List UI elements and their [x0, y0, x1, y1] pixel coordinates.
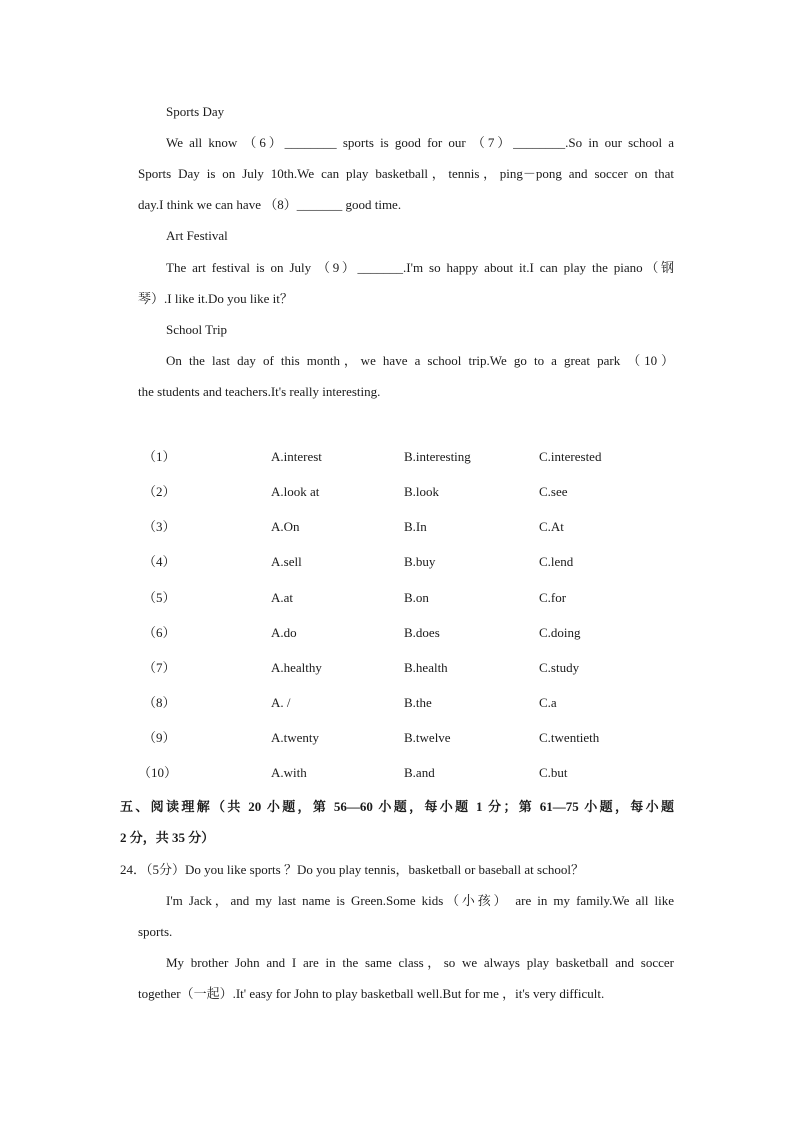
school-trip-title: School Trip [166, 322, 228, 337]
option-number: （8） [143, 695, 176, 710]
option-number: （10） [138, 765, 178, 780]
option-number: （3） [143, 519, 176, 534]
option-b: B.and [404, 765, 435, 780]
option-a: A.at [271, 590, 294, 605]
sports-day-title: Sports Day [166, 104, 225, 119]
option-b: B.In [404, 519, 427, 534]
art-festival-line-1: The art festival is on July （9）_______.I'm so happy about it.I can play the piano（钢 [166, 260, 674, 275]
option-a: A.On [271, 519, 300, 534]
school-trip-line-2: the students and teachers.It's really interesting. [138, 384, 381, 399]
school-trip-line-1: On the last day of this month，we have a school trip.We go to a great park （10） [166, 353, 674, 368]
option-number: （5） [143, 590, 176, 605]
art-festival-line-2: 琴）.I like it.Do you like it？ [138, 291, 293, 306]
option-b: B.the [404, 695, 432, 710]
sports-day-line-1: We all know （6）________ sports is good for our （7）________.So in our school a [166, 135, 674, 150]
question-24-para1-line-1: I'm Jack，and my last name is Green.Some kids（小孩） are in my family.We all like [166, 893, 674, 908]
option-a: A.twenty [271, 730, 320, 745]
option-number: （7） [143, 660, 176, 675]
option-b: B.on [404, 590, 429, 605]
option-b: B.twelve [404, 730, 451, 745]
option-number: （4） [143, 554, 176, 569]
option-b: B.interesting [404, 449, 471, 464]
section-heading-line-2: 2 分，共 35 分） [120, 830, 215, 845]
option-a: A.sell [271, 554, 302, 569]
option-number: （1） [143, 449, 176, 464]
option-c: C.for [539, 590, 567, 605]
option-number: （9） [143, 730, 176, 745]
question-24-para2-line-1: My brother John and I are in the same class，so we always play basketball and soccer [166, 955, 674, 970]
option-a: A.look at [271, 484, 320, 499]
option-c: C.interested [539, 449, 602, 464]
art-festival-title: Art Festival [166, 228, 228, 243]
option-number: （6） [143, 625, 176, 640]
question-24-stem: 24．（5分）Do you like sports ？Do you play tennis，basketball or baseball at school？ [120, 862, 584, 877]
option-c: C.see [539, 484, 568, 499]
option-c: C.but [539, 765, 568, 780]
option-c: C.lend [539, 554, 574, 569]
option-a: A.healthy [271, 660, 322, 675]
option-c: C.a [539, 695, 557, 710]
sports-day-line-3: day.I think we can have （8）_______ good time. [138, 197, 402, 212]
option-a: A.with [271, 765, 307, 780]
option-b: B.buy [404, 554, 436, 569]
option-c: C.twentieth [539, 730, 600, 745]
option-b: B.look [404, 484, 440, 499]
question-24-para1-line-2: sports. [138, 924, 173, 939]
option-c: C.study [539, 660, 580, 675]
question-24-para2-line-2: together（一起）.It' easy for John to play basketball well.But for me ，it's very difficult. [138, 986, 605, 1001]
option-c: C.doing [539, 625, 581, 640]
option-a: A.interest [271, 449, 322, 464]
option-a: A. / [271, 695, 291, 710]
option-number: （2） [143, 484, 176, 499]
sports-day-line-2: Sports Day is on July 10th.We can play basketball，tennis，ping－pong and soccer on that [138, 166, 674, 181]
option-b: B.health [404, 660, 448, 675]
option-c: C.At [539, 519, 564, 534]
section-heading-line-1: 五、阅读理解（共 20 小题，第 56—60 小题，每小题 1 分；第 61—75 小题，每小题 [120, 799, 674, 814]
option-a: A.do [271, 625, 297, 640]
option-b: B.does [404, 625, 440, 640]
